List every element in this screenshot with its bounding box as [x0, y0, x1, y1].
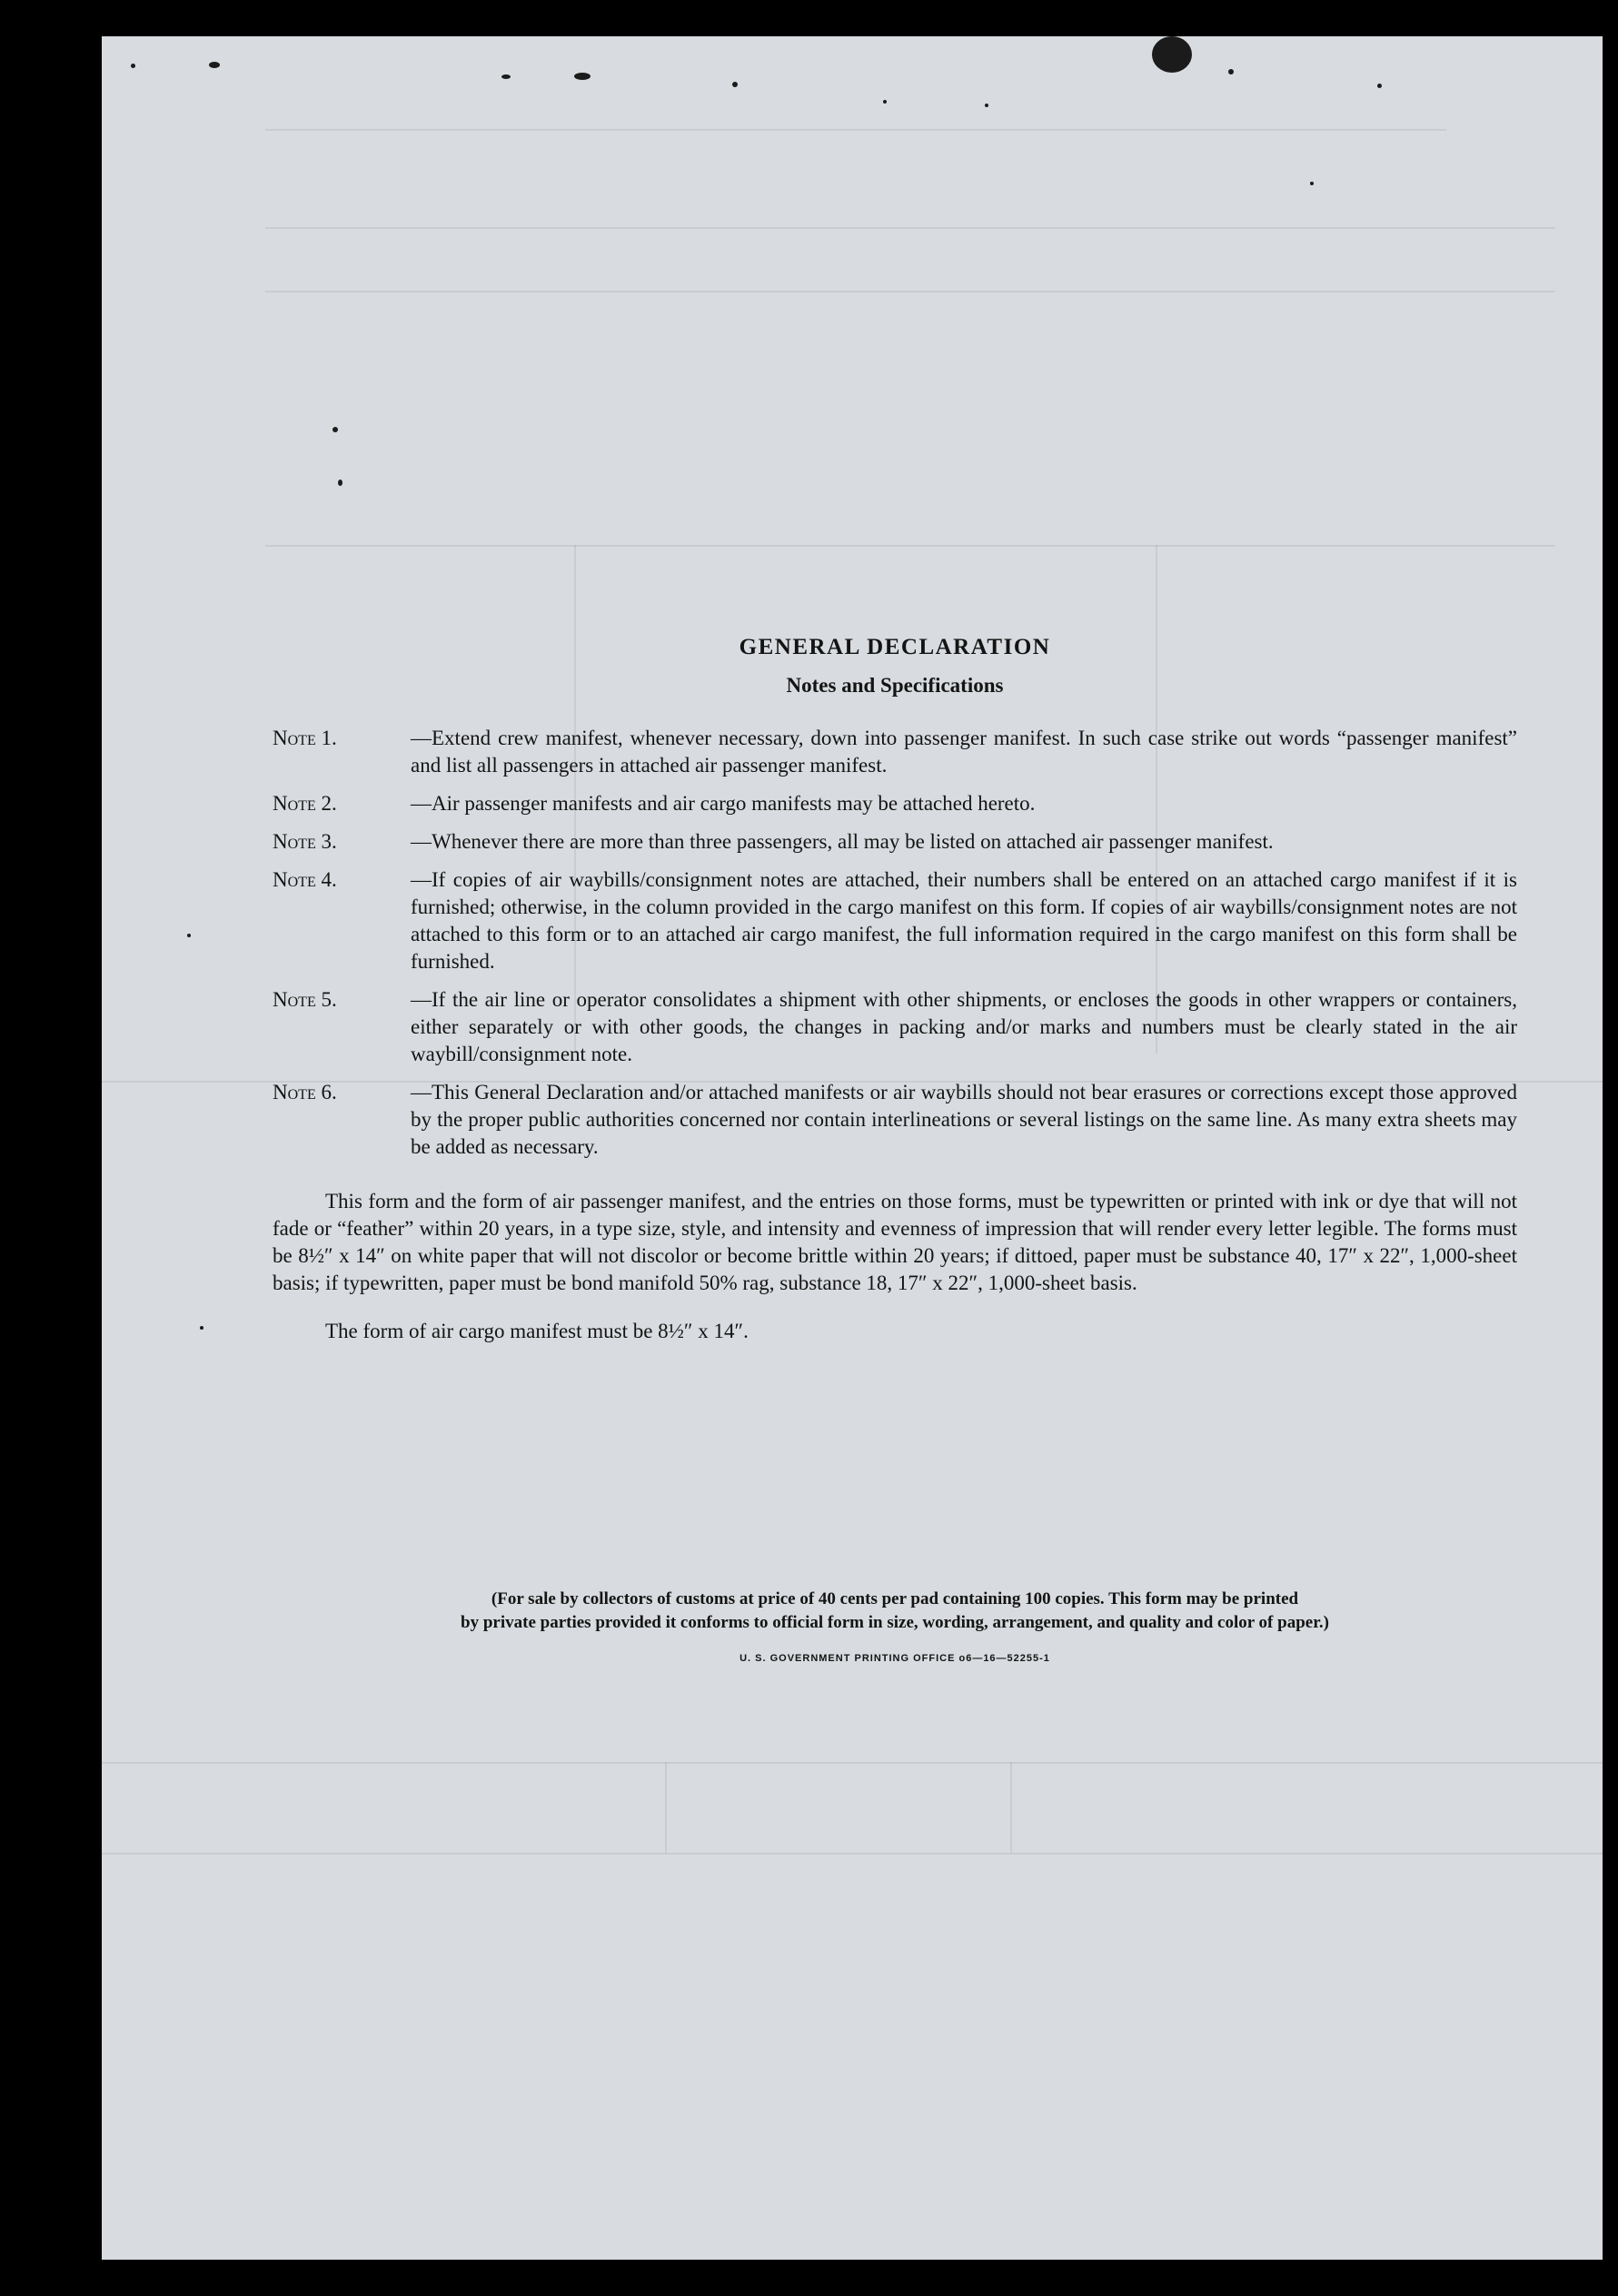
bleed-rule	[265, 227, 1555, 229]
note-label: Note 4.	[273, 868, 337, 891]
printer-imprint: U. S. GOVERNMENT PRINTING OFFICE o6—16—52255-1	[740, 1653, 1050, 1664]
scan-speck	[131, 64, 135, 68]
note-text: —If the air line or operator consolidates a shipment with other shipments, or encloses the goods in other wrappers or containers, either separately or with other goods, the changes in packing and/or marks and numbers must be clearly stated in the air waybill/consignment note.	[411, 988, 1517, 1065]
scan-speck	[338, 480, 342, 486]
note-1	[273, 725, 1517, 779]
sale-notice-line-1: (For sale by collectors of customs at price of 40 cents per pad containing 100 copies. This form may be printed	[491, 1589, 1299, 1608]
note-label: Note 3.	[273, 830, 337, 853]
note-text: —Whenever there are more than three passengers, all may be listed on attached air passenger manifest.	[411, 830, 1274, 853]
bleed-rule	[102, 1762, 1603, 1764]
note-3	[273, 828, 1517, 856]
scan-speck	[985, 104, 988, 107]
note-text: —This General Declaration and/or attached manifests or air waybills should not bear erasures or corrections except those approved by the proper public authorities concerned nor contain interlineations or several listings on the same line. As many extra sheets may be added as necessary.	[411, 1081, 1517, 1158]
specification-paragraph: This form and the form of air passenger manifest, and the entries on those forms, must be typewritten or printed with ink or dye that will not fade or “feather” within 20 years, in a type size, style, and intensity and evenness of impression that will render every letter legible. The forms must be 8½″ x 14″ on white paper that will not discolor or become brittle within 20 years; if dittoed, paper must be substance 40, 17″ x 22″, 1,000-sheet basis; if typewritten, paper must be bond manifold 50% rag, substance 18, 17″ x 22″, 1,000-sheet basis.	[273, 1190, 1517, 1294]
scan-speck	[732, 82, 738, 87]
scan-speck	[883, 100, 887, 104]
note-label: Note 1.	[273, 727, 337, 749]
scan-speck	[1377, 84, 1382, 88]
bleed-rule	[265, 129, 1446, 131]
bleed-vrule	[1010, 1762, 1012, 1853]
scan-speck	[200, 1326, 203, 1330]
note-label: Note 2.	[273, 792, 337, 815]
note-label: Note 6.	[273, 1081, 337, 1103]
note-text: —Air passenger manifests and air cargo manifests may be attached hereto.	[411, 792, 1036, 815]
note-4	[273, 866, 1517, 975]
bleed-rule	[265, 545, 1555, 547]
note-6	[273, 1079, 1517, 1161]
page-subtitle: Notes and Specifications	[786, 674, 1004, 697]
document-page	[102, 36, 1603, 2260]
scan-speck	[574, 73, 591, 80]
scan-speck	[1228, 69, 1234, 74]
scan-speck	[187, 934, 191, 937]
scan-speck	[1152, 36, 1192, 73]
scan-speck	[1310, 182, 1314, 185]
note-text: —Extend crew manifest, whenever necessary, down into passenger manifest. In such case strike out words “passenger manifest” and list all passengers in attached air passenger manifest.	[411, 727, 1517, 777]
bleed-rule	[265, 291, 1555, 292]
bleed-rule	[102, 1853, 1603, 1855]
bleed-vrule	[665, 1762, 667, 1853]
cargo-manifest-size: The form of air cargo manifest must be 8½″ x 14″.	[325, 1320, 749, 1342]
sale-notice	[273, 1588, 1517, 1635]
page-title: GENERAL DECLARATION	[739, 635, 1051, 659]
scan-speck	[209, 62, 220, 68]
notes-section	[273, 632, 1517, 1345]
scan-speck	[501, 74, 511, 79]
note-5	[273, 986, 1517, 1068]
sale-notice-line-2: by private parties provided it conforms to official form in size, wording, arrangement, and quality and color of paper.)	[461, 1613, 1329, 1632]
note-label: Note 5.	[273, 988, 337, 1011]
scan-speck	[333, 427, 338, 432]
note-text: —If copies of air waybills/consignment notes are attached, their numbers shall be entered on an attached cargo manifest if it is furnished; otherwise, in the column provided in the cargo manifest on this form. If copies of air waybills/consignment notes are not attached to this form or to an attached air cargo manifest, the full information required in the cargo manifest on this form shall be furnished.	[411, 868, 1517, 973]
note-2	[273, 790, 1517, 817]
